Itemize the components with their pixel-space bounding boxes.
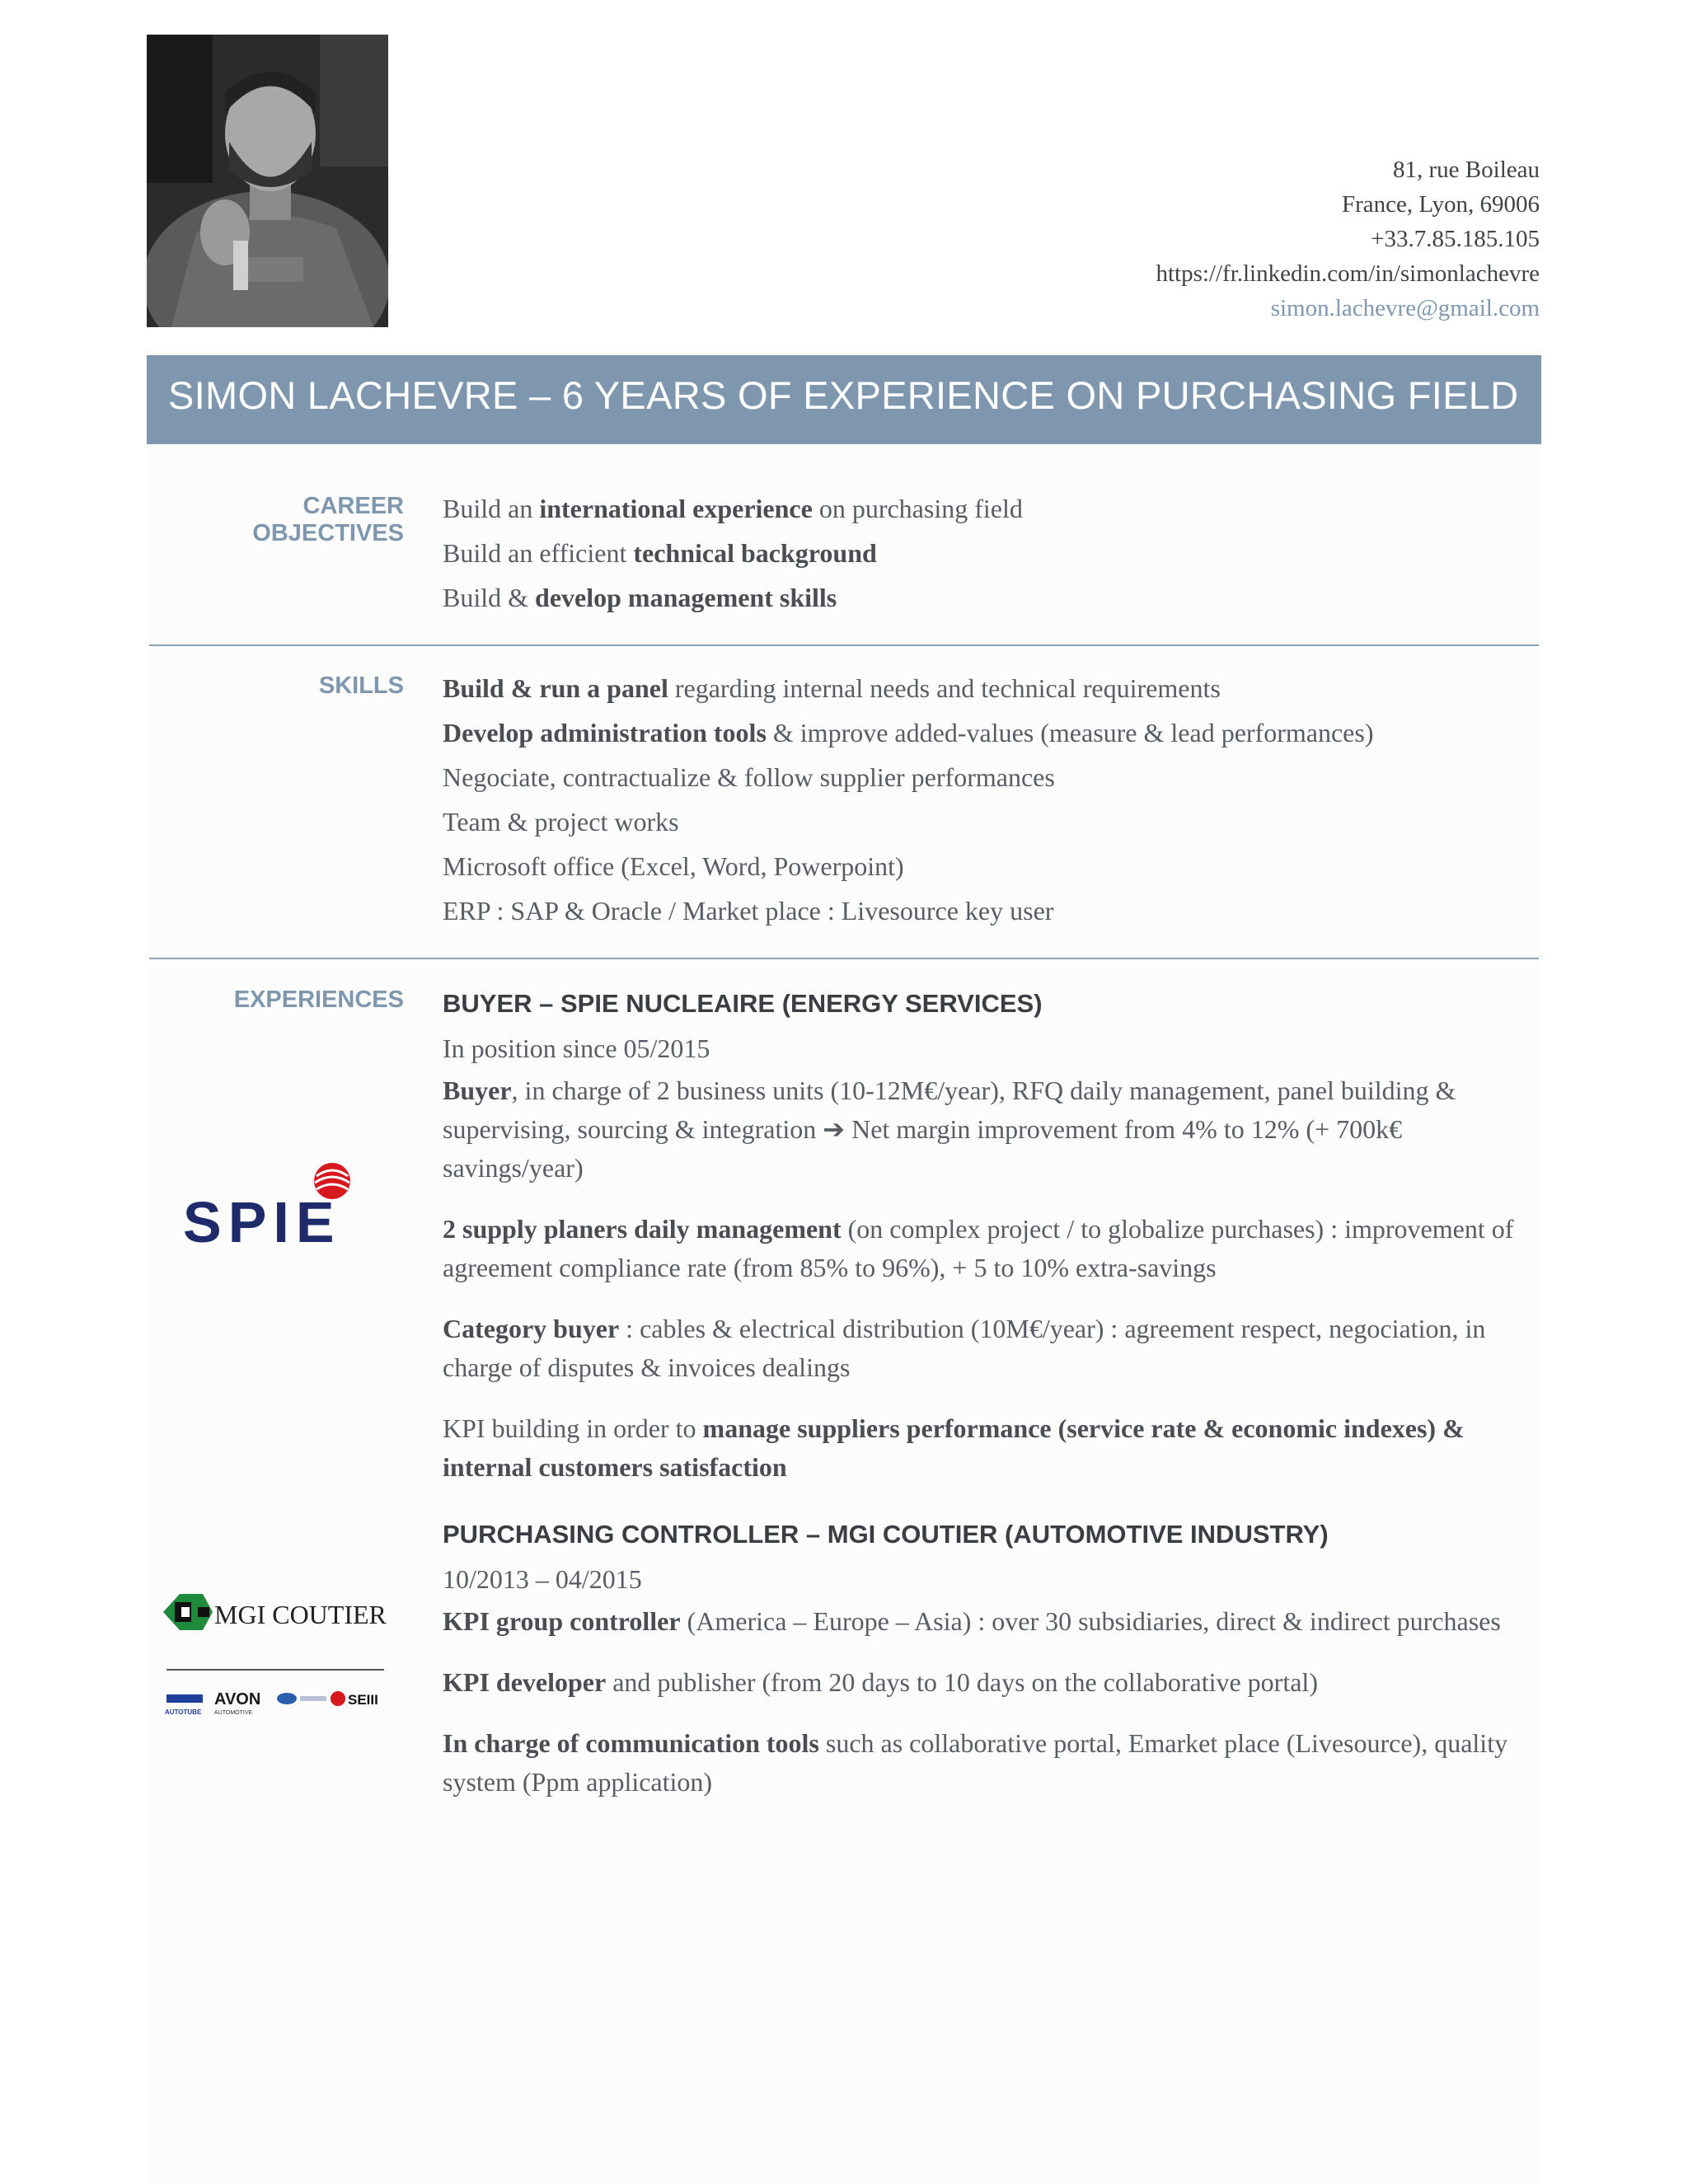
job-title: PURCHASING CONTROLLER – MGI COUTIER (AUTOMOTIVE INDUSTRY): [443, 1520, 1329, 1549]
skill-item: Team & project works: [443, 807, 679, 837]
profile-photo: [147, 35, 388, 327]
skills-list: [443, 666, 1539, 933]
section-divider: [149, 958, 1539, 959]
skill-item: Microsoft office (Excel, Word, Powerpoint): [443, 851, 904, 881]
phone-number[interactable]: +33.7.85.185.105: [1371, 226, 1540, 252]
objective-item: Build an efficient technical background: [443, 538, 877, 568]
svg-text:AUTOTUBE: AUTOTUBE: [165, 1708, 202, 1716]
job-paragraph: Category buyer : cables & electrical distribution (10M€/year) : agreement respect, negociation, in charge of disputes & invoices dealings: [443, 1314, 1486, 1382]
email-link[interactable]: simon.lachevre@gmail.com: [1270, 295, 1540, 321]
section-label-experiences: EXPERIENCES: [233, 987, 404, 1013]
skill-item: Develop administration tools & improve added-values (measure & lead performances): [443, 718, 1374, 748]
skill-item: Build & run a panel regarding internal needs and technical requirements: [443, 673, 1221, 703]
contact-block: [1156, 152, 1540, 326]
mgi-coutier-logo: [163, 1591, 387, 1722]
skill-item: Negociate, contractualize & follow supplier performances: [443, 762, 1055, 792]
job-paragraph: In charge of communication tools such as collaborative portal, Emarket place (Livesource), quality system (Ppm application): [443, 1728, 1508, 1797]
section-divider: [149, 644, 1539, 646]
mgi-logo-text: MGI COUTIER: [214, 1600, 387, 1629]
job-mgi-coutier: [443, 1513, 1539, 1802]
linkedin-link[interactable]: https://fr.linkedin.com/in/simonlachevre: [1156, 260, 1540, 287]
skill-item: ERP : SAP & Oracle / Market place : Livesource key user: [443, 896, 1054, 926]
spie-logo: [183, 1158, 377, 1249]
page-title: SIMON LACHEVRE – 6 YEARS OF EXPERIENCE ON PURCHASING FIELD: [168, 373, 1519, 417]
svg-text:AUTOMOTIVE: AUTOMOTIVE: [214, 1710, 253, 1716]
job-paragraph: 2 supply planers daily management (on complex project / to globalize purchases) : improvement of agreement compliance rate (from 85% to 96%), + 5 to 10% extra-savings: [443, 1214, 1514, 1282]
objective-item: Build an international experience on purchasing field: [443, 494, 1023, 523]
objective-item: Build & develop management skills: [443, 583, 837, 612]
job-period: In position since 05/2015: [443, 1033, 710, 1063]
job-paragraph: KPI developer and publisher (from 20 days to 10 days on the collaborative portal): [443, 1667, 1318, 1697]
career-objectives-list: [443, 486, 1539, 620]
job-spie: [443, 982, 1539, 1487]
job-title: BUYER – SPIE NUCLEAIRE (ENERGY SERVICES): [443, 989, 1043, 1018]
svg-text:SEIII: SEIII: [348, 1692, 378, 1708]
job-paragraph: Buyer, in charge of 2 business units (10-12M€/year), RFQ daily management, panel building & supervising, sourcing & integration ➔ Net margin improvement from 4% to 12% (+ 700k€ savings/year): [443, 1076, 1456, 1183]
section-label-skills: SKILLS: [318, 673, 404, 699]
job-paragraph: KPI building in order to manage suppliers performance (service rate & economic indexes) & internal customers satisfaction: [443, 1413, 1465, 1482]
name-banner: [147, 355, 1541, 444]
job-period: 10/2013 – 04/2015: [443, 1564, 642, 1594]
section-label-career-objectives: CAREER OBJECTIVES: [252, 493, 404, 546]
svg-text:AVON: AVON: [214, 1690, 261, 1708]
address-line1: 81, rue Boileau: [1393, 157, 1540, 183]
spie-logo-text: SPIE: [183, 1190, 341, 1249]
job-paragraph: KPI group controller (America – Europe – Asia) : over 30 subsidiaries, direct & indirect purchases: [443, 1606, 1501, 1636]
address-line2: France, Lyon, 69006: [1341, 191, 1540, 218]
arrow-right-icon: ➔: [823, 1114, 846, 1144]
